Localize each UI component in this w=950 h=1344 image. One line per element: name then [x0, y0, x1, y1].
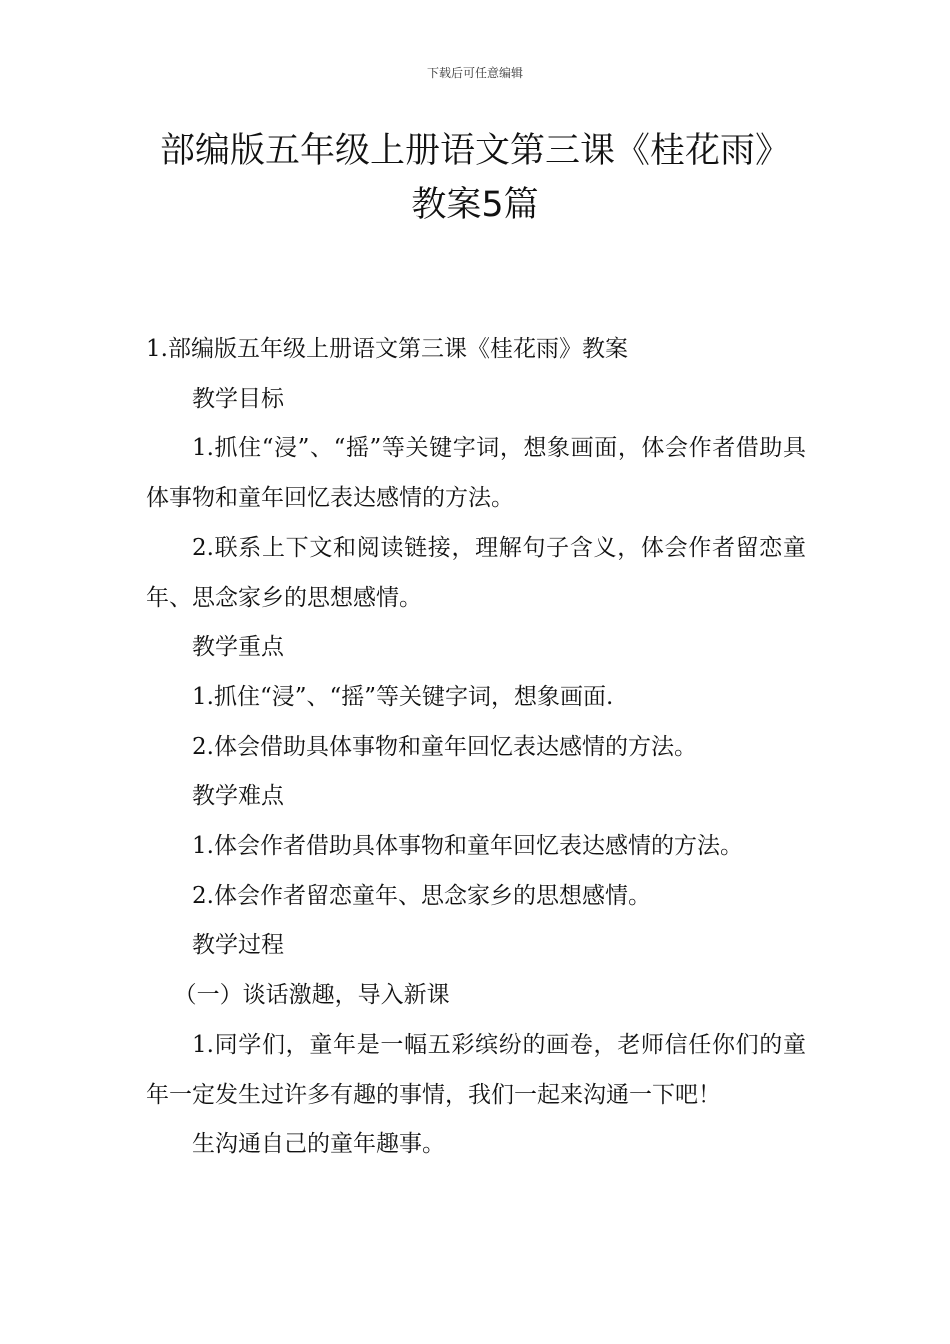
- document-title: [60, 124, 890, 232]
- focus-item-2: 2.体会借助具体事物和童年回忆表达感情的方法。: [192, 733, 697, 760]
- process-item-2: 生沟通自己的童年趣事。: [192, 1131, 445, 1158]
- difficulty-heading: 教学难点: [192, 783, 284, 810]
- document-title-line-2: 教案5篇: [411, 185, 539, 225]
- process-item-1: 1.同学们，童年是一幅五彩缤纷的画卷，老师信任你们的童年一定发生过许多有趣的事情，我们一起来沟通一下吧！: [146, 1031, 806, 1108]
- process-heading: 教学过程: [192, 932, 284, 959]
- section-title: 1.部编版五年级上册语文第三课《桂花雨》教案: [146, 336, 628, 362]
- difficulty-item-1: 1.体会作者借助具体事物和童年回忆表达感情的方法。: [192, 833, 743, 860]
- focus-item-1: 1.抓住“浸”、“摇”等关键字词，想象画面.: [192, 683, 614, 710]
- goal-item-2: 2.联系上下文和阅读链接，理解句子含义，体会作者留恋童年、思念家乡的思想感情。: [146, 534, 806, 611]
- difficulty-item-2: 2.体会作者留恋童年、思念家乡的思想感情。: [192, 882, 651, 909]
- process-step-1: （一）谈话激趣，导入新课: [173, 982, 450, 1009]
- goal-item-1: 1.抓住“浸”、“摇”等关键字词，想象画面，体会作者借助具体事物和童年回忆表达感情的方法。: [146, 435, 806, 512]
- document-body: [146, 325, 806, 1170]
- document-title-line-1: 部编版五年级上册语文第三课《桂花雨》: [159, 131, 790, 171]
- focus-heading: 教学重点: [192, 634, 284, 661]
- header-note: 下载后可任意编辑: [426, 66, 523, 80]
- goals-heading: 教学目标: [192, 385, 284, 412]
